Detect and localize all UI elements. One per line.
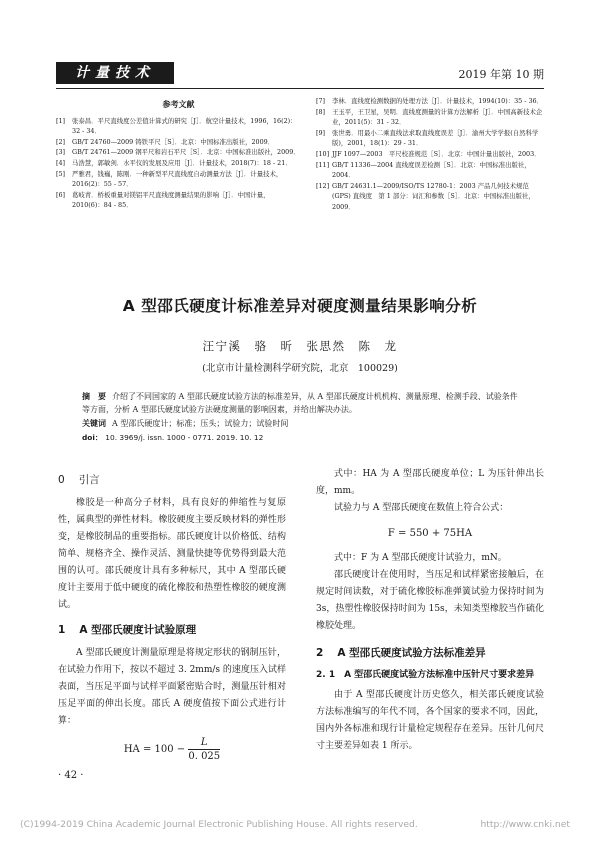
reference-number: [9] xyxy=(316,128,326,137)
reference-text: GB/T 24761—2009 钢平尺和岩石平尺［S］．北京：中国标准出版社，2009． xyxy=(72,148,300,157)
copyright-text: (C)1994-2019 China Academic Journal Electronic Publishing House. All rights reserved. xyxy=(20,819,418,830)
paragraph: 邵氏硬度计在使用时，当压足和试样紧密接触后，在规定时间读数，对于硫化橡胶标准弹簧试验力保持时间为 3s，热塑性橡胶保持时间为 15s，未知类型橡胶当作硫化橡胶处理。 xyxy=(316,570,544,631)
section-heading-1: 1 A 型邵氏硬度计试验原理 xyxy=(58,624,197,636)
reference-item xyxy=(56,116,301,137)
reference-number: [6] xyxy=(56,190,66,199)
reference-text: 张世勇．用最小二乘直线法求取直线度误差［J］．渝州大学学报(自然科学版)，2001，18(1)：29 - 31． xyxy=(332,128,539,148)
reference-text: 张泰昌．平尺直线度公差值计算式的研究［J］．航空计量技术，1996，16(2)：32 - 34． xyxy=(72,116,297,136)
reference-number: [3] xyxy=(56,148,66,157)
reference-text: 李林．直线度检测数据的处理方法［J］．计量技术，1994(10)：35 - 36． xyxy=(332,97,543,105)
body-left-column xyxy=(58,468,286,769)
paragraph: 式中：HA 为 A 型邵氏硬度单位；L 为压针伸出长度，mm。 xyxy=(316,469,544,496)
formula-lhs: HA = 100 − xyxy=(123,744,186,755)
issue-label: 2019 年第 10 期 xyxy=(458,68,544,81)
formula-ha xyxy=(58,736,286,763)
article-authors: 汪宁溪 骆 昕 张思然 陈 龙 xyxy=(202,339,398,353)
reference-text: 葛岐青．桥板重量对镁铝平尺直线度测量结果的影响［J］．中国计量，2010(6)：84 - 85． xyxy=(72,190,270,210)
abstract-text: 介绍了不同国家的 A 型邵氏硬度试验方法的标准差异，从 A 型邵氏硬度计机机构、测量原理、检测手段、试验条件等方面，分析 A 型邵氏硬度试验方法硬度测量的影响因素，并给出解决办法。 xyxy=(82,392,518,414)
reference-item xyxy=(56,147,301,158)
reference-item xyxy=(56,158,301,169)
abstract-label: 摘 要 xyxy=(82,392,106,401)
paragraph: 橡胶是一种高分子材料，具有良好的伸缩性与复原性，属典型的弹性材料。橡胶硬度主要反映材料的弹性形变，是橡胶制品的重要指标。邵氏硬度计以价格低、结构简单、规格齐全、操作灵活、测量快捷等优势得到最大范围的认可。邵氏硬度计具有多种标尺，其中 A 型邵氏硬度计主要用于低中硬度的硫化橡胶和热塑性橡胶的硬度测试。 xyxy=(58,498,286,610)
reference-item xyxy=(56,137,301,148)
running-header xyxy=(56,62,544,89)
reference-number: [4] xyxy=(56,158,66,167)
reference-text: GB/T 24760—2009 铸铁平尺［S］．北京：中国标准出版社，2009． xyxy=(72,137,275,146)
reference-number: [11] xyxy=(316,160,330,169)
page-number: · 42 · xyxy=(58,770,84,781)
reference-item xyxy=(316,160,546,181)
article-affiliation: (北京市计量检测科学研究院，北京 100029) xyxy=(202,363,398,374)
reference-item xyxy=(316,107,546,128)
formula-force: F = 550 + 75HA xyxy=(387,528,473,539)
formula-numerator: L xyxy=(188,736,220,750)
footer-url: http://www.cnki.net xyxy=(480,819,570,830)
paragraph: A 型邵氏硬度计测量原理是将规定形状的钢制压针，在试验力作用下，按以不超过 3. 2mm/s 的速度压入试样表面，当压足平面与试样平面紧密贴合时，测量压针相对压足平面的伸出长度。邵氏 A 硬度值按下面公式进行计算： xyxy=(58,648,286,726)
body-right-column xyxy=(316,466,544,755)
reference-text: 马浩慧，郭敏剑．水平仪的发展及应用［J］．计量技术，2018(7)：18 - 21． xyxy=(72,158,292,167)
references-left-column xyxy=(56,94,301,211)
reference-number: [7] xyxy=(316,97,326,105)
reference-item xyxy=(316,96,546,107)
section-heading-2: 2 A 型邵氏硬度试验方法标准差异 xyxy=(316,647,486,659)
reference-number: [1] xyxy=(56,116,66,125)
reference-text: GB/T 24631.1—2009/ISO/TS 12780-1：2003 产品几何技术规范(GPS) 直线度 第 1 部分：词汇和参数［S］．北京：中国标准出版社，2009． xyxy=(332,181,535,211)
formula-fraction xyxy=(188,736,220,763)
keywords xyxy=(82,417,522,430)
reference-text: 王玉平，王卫星，吴明．直线度测量的计算方法解析［J］．中国高新技术企业，2011(5)：31 - 32． xyxy=(332,107,543,127)
reference-item xyxy=(316,128,546,149)
reference-item xyxy=(316,181,546,213)
formula-denominator: 0. 025 xyxy=(188,751,221,762)
reference-text: JJF 1097—2003 平尺校准规范［S］．北京：中国计量出版社，2003． xyxy=(332,149,541,158)
reference-item xyxy=(56,169,301,190)
references-list xyxy=(316,96,546,213)
journal-logo: 计量技术 xyxy=(56,62,174,84)
reference-text: GB/T 11336—2004 直线度误差检测［S］．北京：中国标准出版社，2004． xyxy=(332,160,531,180)
keywords-label: 关键词 xyxy=(82,419,106,428)
references-right-column xyxy=(316,96,546,213)
reference-item xyxy=(56,190,301,211)
doi-text: 10. 3969/j. issn. 1000 - 0771. 2019. 10. 12 xyxy=(105,433,264,442)
doi-label: doi： xyxy=(82,433,103,442)
subsection-heading-2-1: 2. 1 A 型邵氏硬度试验方法标准中压针尺寸要求差异 xyxy=(316,670,535,680)
reference-number: [10] xyxy=(316,149,330,158)
reference-number: [5] xyxy=(56,169,66,178)
reference-number: [12] xyxy=(316,181,330,190)
paragraph: 试验力与 A 型邵氏硬度在数值上符合公式： xyxy=(334,503,509,513)
abstract-block xyxy=(82,390,522,444)
doi xyxy=(82,431,522,444)
abstract xyxy=(82,390,522,416)
reference-number: [2] xyxy=(56,137,66,146)
article-title: A 型邵氏硬度计标准差异对硬度测量结果影响分析 xyxy=(122,297,478,315)
section-heading-0: 0 引言 xyxy=(58,474,100,486)
references-list xyxy=(56,116,301,211)
references-title: 参考文献 xyxy=(162,99,195,109)
reference-number: [8] xyxy=(316,107,326,116)
keywords-text: A 型邵氏硬度计；标准；压头；试验力；试验时间 xyxy=(112,419,289,428)
paragraph: 由于 A 型邵氏硬度计历史悠久，相关邵氏硬度试验方法标准编写的年代不同，各个国家的要求不同，因此，国内外各标准和现行计量检定规程存在差异。压针几何尺寸主要差异如表 1 所示。 xyxy=(316,690,544,751)
reference-item xyxy=(316,149,546,160)
paragraph: 式中：F 为 A 型邵氏硬度计试验力，mN。 xyxy=(334,553,507,563)
reference-text: 严雅君，钱巍，陈刚．一种新型平尺直线度自动测量方法［J］．计量技术，2016(2)：55 - 57． xyxy=(72,169,283,189)
